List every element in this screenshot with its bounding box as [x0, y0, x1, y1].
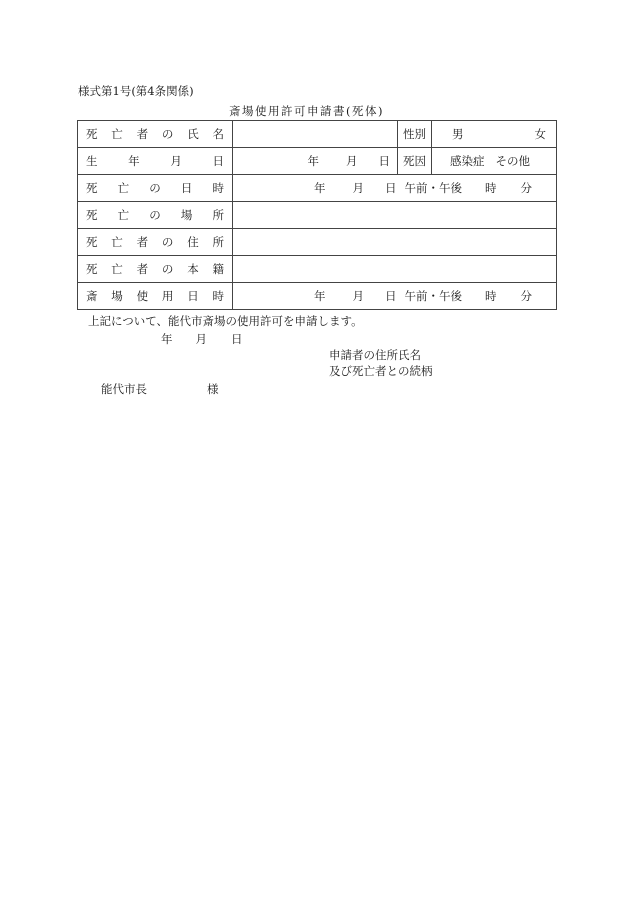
label-birth-date: 生 年 月 日 [78, 148, 233, 175]
option-female[interactable]: 女 [534, 127, 546, 141]
label-cause: 死因 [398, 148, 432, 175]
applicant-relation-label: 及び死亡者との続柄 [329, 364, 433, 378]
field-birth-date[interactable]: 年 月 日 [233, 148, 398, 175]
label-death-place: 死 亡 の 場 所 [78, 202, 233, 229]
label-deceased-address: 死 亡 者 の 住 所 [78, 229, 233, 256]
row-deceased-domicile [78, 256, 557, 283]
form-number: 様式第1号(第4条関係) [78, 84, 194, 98]
field-deceased-domicile[interactable] [233, 256, 557, 283]
row-deceased-address [78, 229, 557, 256]
addressee [101, 384, 219, 396]
applicant-address-label: 申請者の住所氏名 [329, 348, 421, 362]
form-title: 斎場使用許可申請書(死体) [229, 104, 384, 118]
field-usage-time[interactable]: 年 月 日 午前・午後 時 分 [233, 283, 557, 310]
label-usage-time: 斎 場 使 用 日 時 [78, 283, 233, 310]
addressee-name: 能代市長 [101, 382, 147, 396]
field-deceased-address[interactable] [233, 229, 557, 256]
label-sex: 性別 [398, 121, 432, 148]
application-statement: 上記について、能代市斎場の使用許可を申請します。 [88, 314, 363, 328]
application-date: 年 月 日 [161, 332, 243, 346]
application-table [77, 120, 557, 310]
field-sex[interactable] [432, 121, 557, 148]
option-male[interactable]: 男 [452, 127, 464, 141]
row-usage-time [78, 283, 557, 310]
field-death-place[interactable] [233, 202, 557, 229]
option-other[interactable]: その他 [495, 154, 530, 168]
label-death-time: 死 亡 の 日 時 [78, 175, 233, 202]
row-death-place [78, 202, 557, 229]
label-deceased-name: 死 亡 者 の 氏 名 [78, 121, 233, 148]
field-cause[interactable] [432, 148, 557, 175]
field-death-time[interactable]: 年 月 日 午前・午後 時 分 [233, 175, 557, 202]
row-birth-date [78, 148, 557, 175]
row-death-time [78, 175, 557, 202]
label-deceased-domicile: 死 亡 者 の 本 籍 [78, 256, 233, 283]
row-deceased-name [78, 121, 557, 148]
addressee-honorific: 様 [207, 382, 219, 396]
option-infectious[interactable]: 感染症 [450, 154, 485, 168]
field-deceased-name[interactable] [233, 121, 398, 148]
